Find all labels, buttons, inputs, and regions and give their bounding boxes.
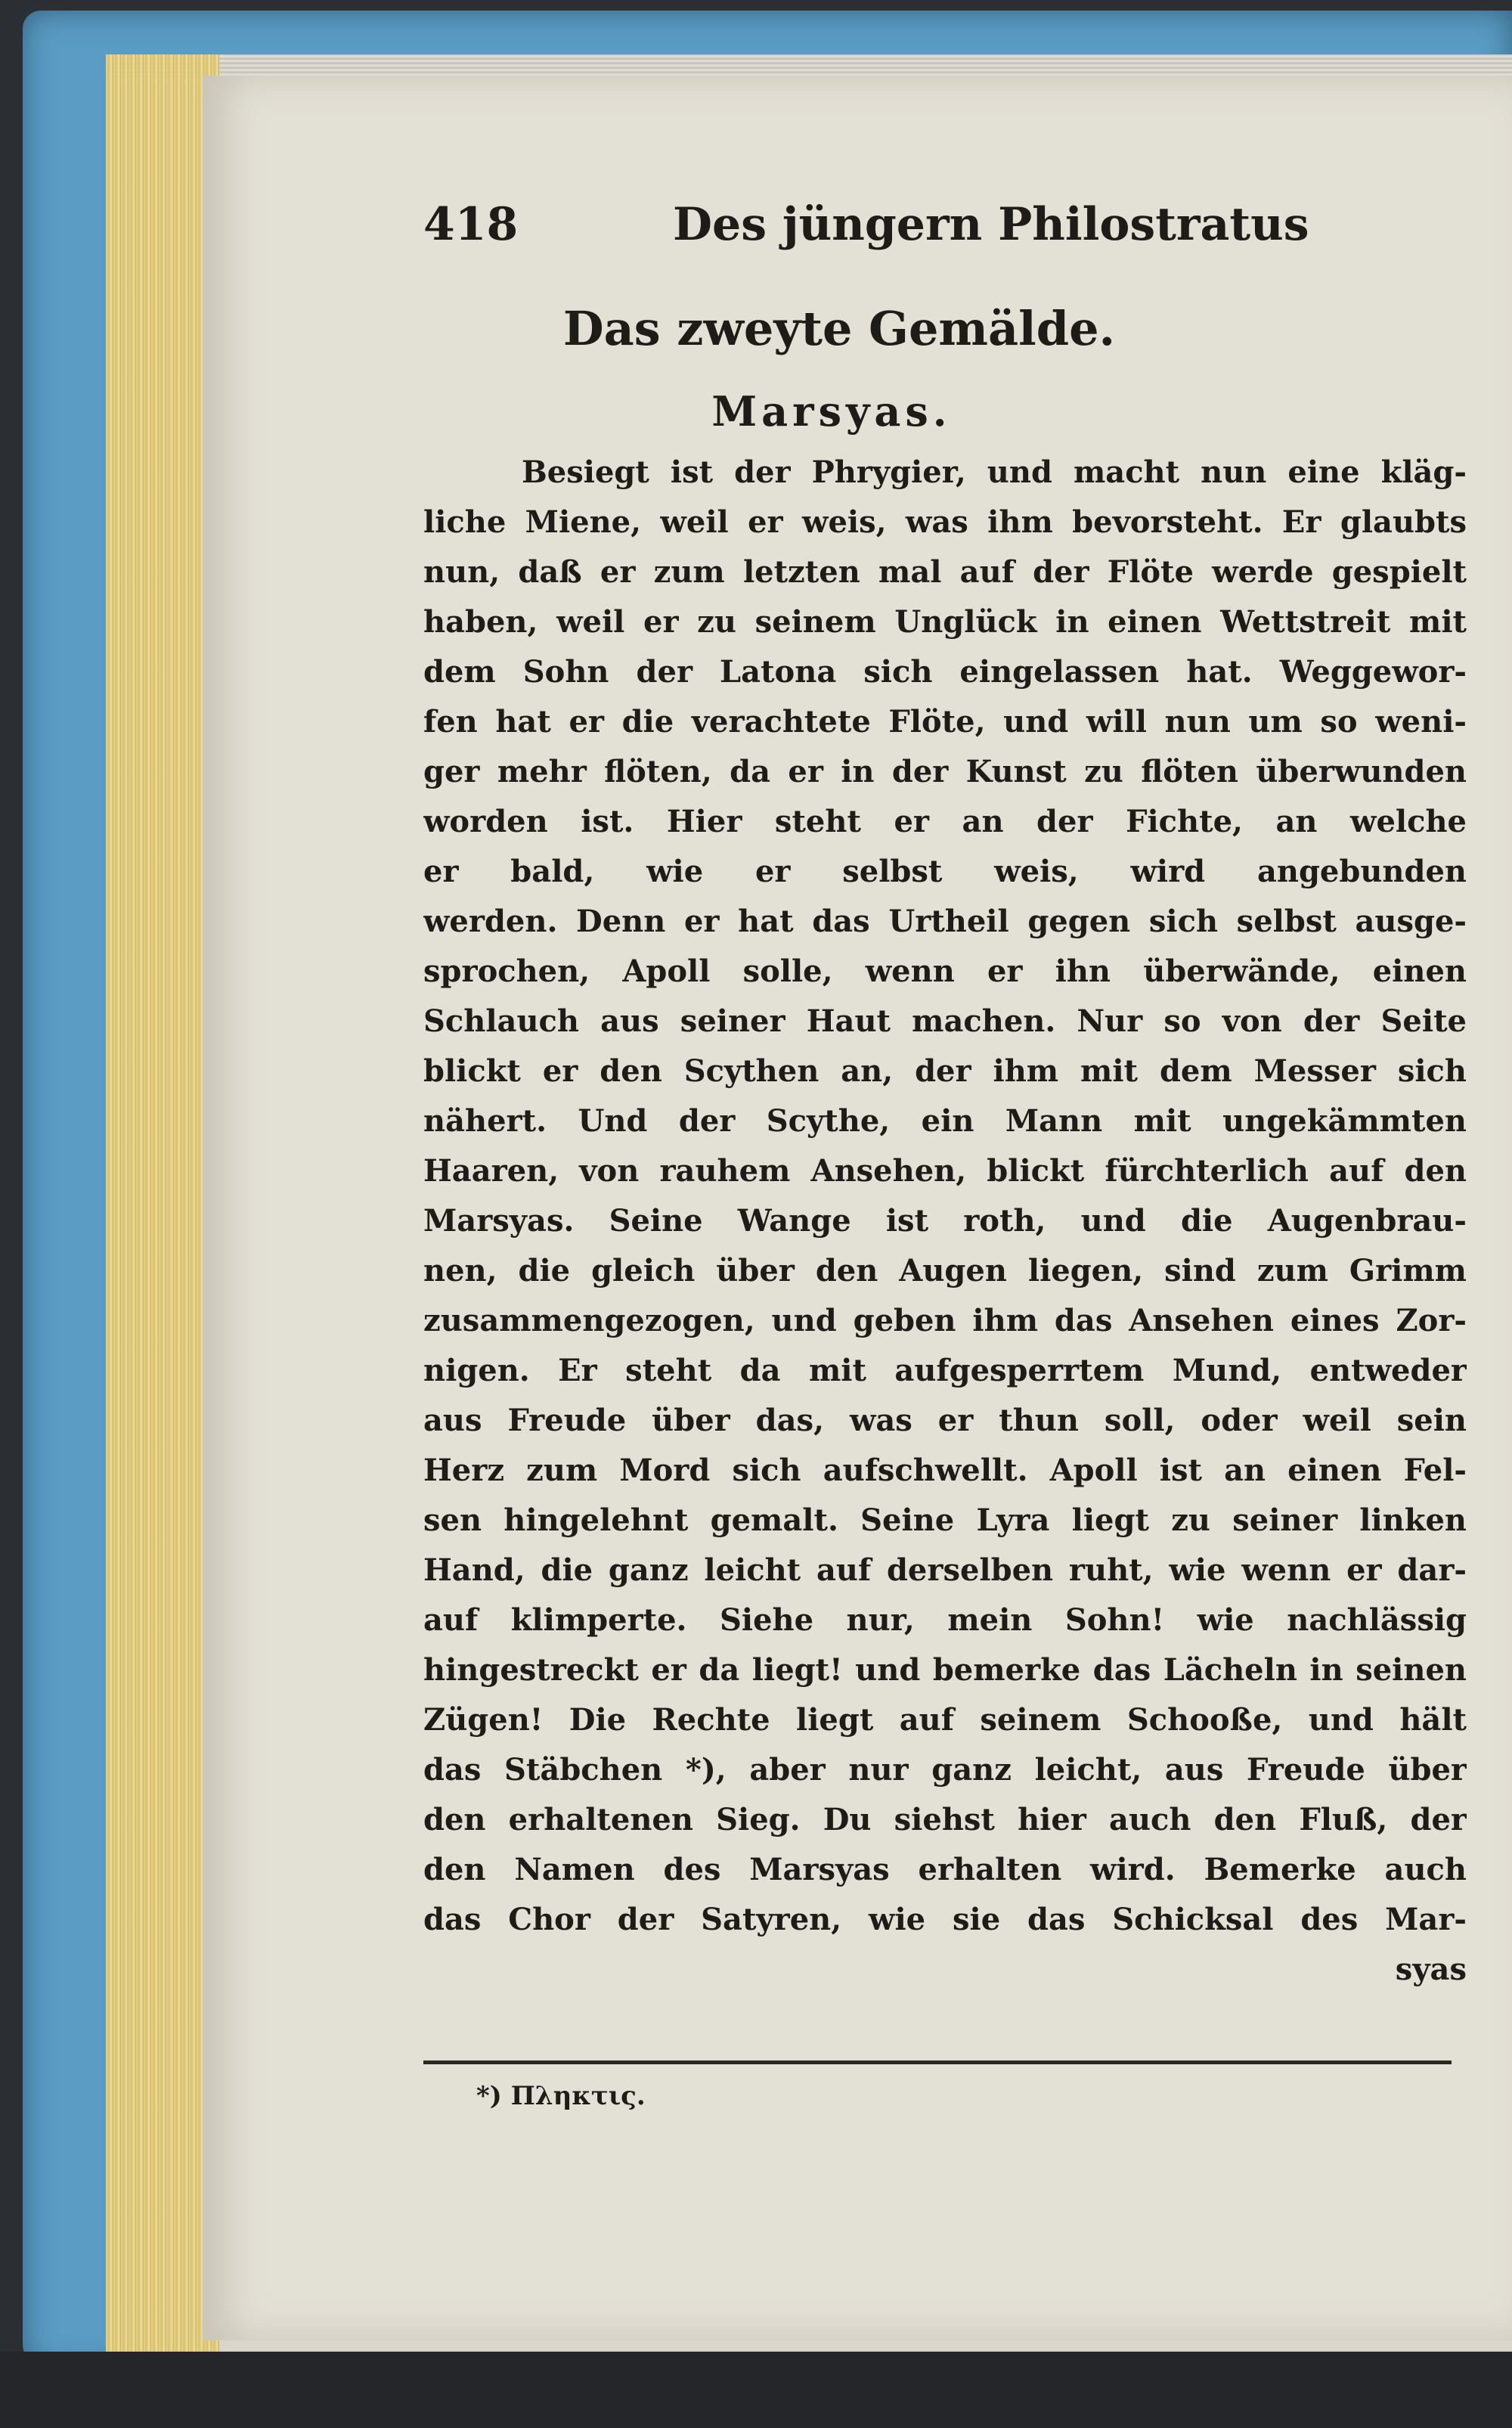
text-line: zusammengezogen, und geben ihm das Ansehen eines Zor- xyxy=(423,1303,1467,1338)
text-line: werden. Denn er hat das Urtheil gegen sich selbst ausge- xyxy=(423,904,1467,939)
text-line: Besiegt ist der Phrygier, und macht nun eine kläg- xyxy=(522,454,1467,490)
text-line: Zügen! Die Rechte liegt auf seinem Schooße, und hält xyxy=(423,1702,1467,1738)
text-line: Herz zum Mord sich aufschwellt. Apoll ist an einen Fel- xyxy=(423,1453,1467,1488)
text-line: Schlauch aus seiner Haut machen. Nur so von der Seite xyxy=(423,1003,1467,1039)
chapter-subtitle: Marsyas. xyxy=(711,387,952,436)
text-line: blickt er den Scythen an, der ihm mit dem Messer sich xyxy=(423,1053,1467,1089)
text-line: Marsyas. Seine Wange ist roth, und die Augenbrau- xyxy=(423,1203,1467,1239)
text-line: den Namen des Marsyas erhalten wird. Bemerke auch xyxy=(423,1852,1467,1887)
background-shadow xyxy=(0,2352,1512,2428)
body-text xyxy=(423,448,1467,2020)
footnote: *) Πληκτις. xyxy=(476,2081,646,2111)
text-line: haben, weil er zu seinem Unglück in einen Wettstreit mit xyxy=(423,604,1467,640)
text-line: sen hingelehnt gemalt. Seine Lyra liegt zu seiner linken xyxy=(423,1502,1467,1538)
text-line: sprochen, Apoll solle, wenn er ihn überwände, einen xyxy=(423,954,1467,989)
catchword: syas xyxy=(1395,1952,1467,1987)
text-line: das Chor der Satyren, wie sie das Schicksal des Mar- xyxy=(423,1902,1467,1937)
page-number: 418 xyxy=(423,198,519,251)
running-head: Des jüngern Philostratus xyxy=(673,198,1309,251)
text-line: das Stäbchen *), aber nur ganz leicht, aus Freude über xyxy=(423,1752,1467,1788)
text-line: er bald, wie er selbst weis, wird angebunden xyxy=(423,854,1467,889)
text-line: Haaren, von rauhem Ansehen, blickt fürchterlich auf den xyxy=(423,1153,1467,1189)
text-line: hingestreckt er da liegt! und bemerke das Lächeln in seinen xyxy=(423,1652,1467,1688)
text-line: Hand, die ganz leicht auf derselben ruht, wie wenn er dar- xyxy=(423,1552,1467,1588)
text-line: den erhaltenen Sieg. Du siehst hier auch den Fluß, der xyxy=(423,1802,1467,1837)
text-line: nun, daß er zum letzten mal auf der Flöte werde gespielt xyxy=(423,554,1467,590)
text-line: worden ist. Hier steht er an der Fichte, an welche xyxy=(423,804,1467,839)
chapter-title: Das zweyte Gemälde. xyxy=(562,301,1116,356)
text-line: auf klimperte. Siehe nur, mein Sohn! wie nachlässig xyxy=(423,1602,1467,1638)
text-line: nähert. Und der Scythe, ein Mann mit ungekämmten xyxy=(423,1103,1467,1139)
text-line: dem Sohn der Latona sich eingelassen hat. Weggewor- xyxy=(423,654,1467,690)
footnote-rule xyxy=(423,2061,1452,2064)
text-line: fen hat er die verachtete Flöte, und will nun um so weni- xyxy=(423,704,1467,740)
text-line: aus Freude über das, was er thun soll, oder weil sein xyxy=(423,1403,1467,1438)
text-line: nigen. Er steht da mit aufgesperrtem Mund, entweder xyxy=(423,1353,1467,1388)
text-line: ger mehr flöten, da er in der Kunst zu flöten überwunden xyxy=(423,754,1467,789)
text-line: nen, die gleich über den Augen liegen, sind zum Grimm xyxy=(423,1253,1467,1288)
text-line: liche Miene, weil er weis, was ihm bevorsteht. Er glaubts xyxy=(423,504,1467,540)
